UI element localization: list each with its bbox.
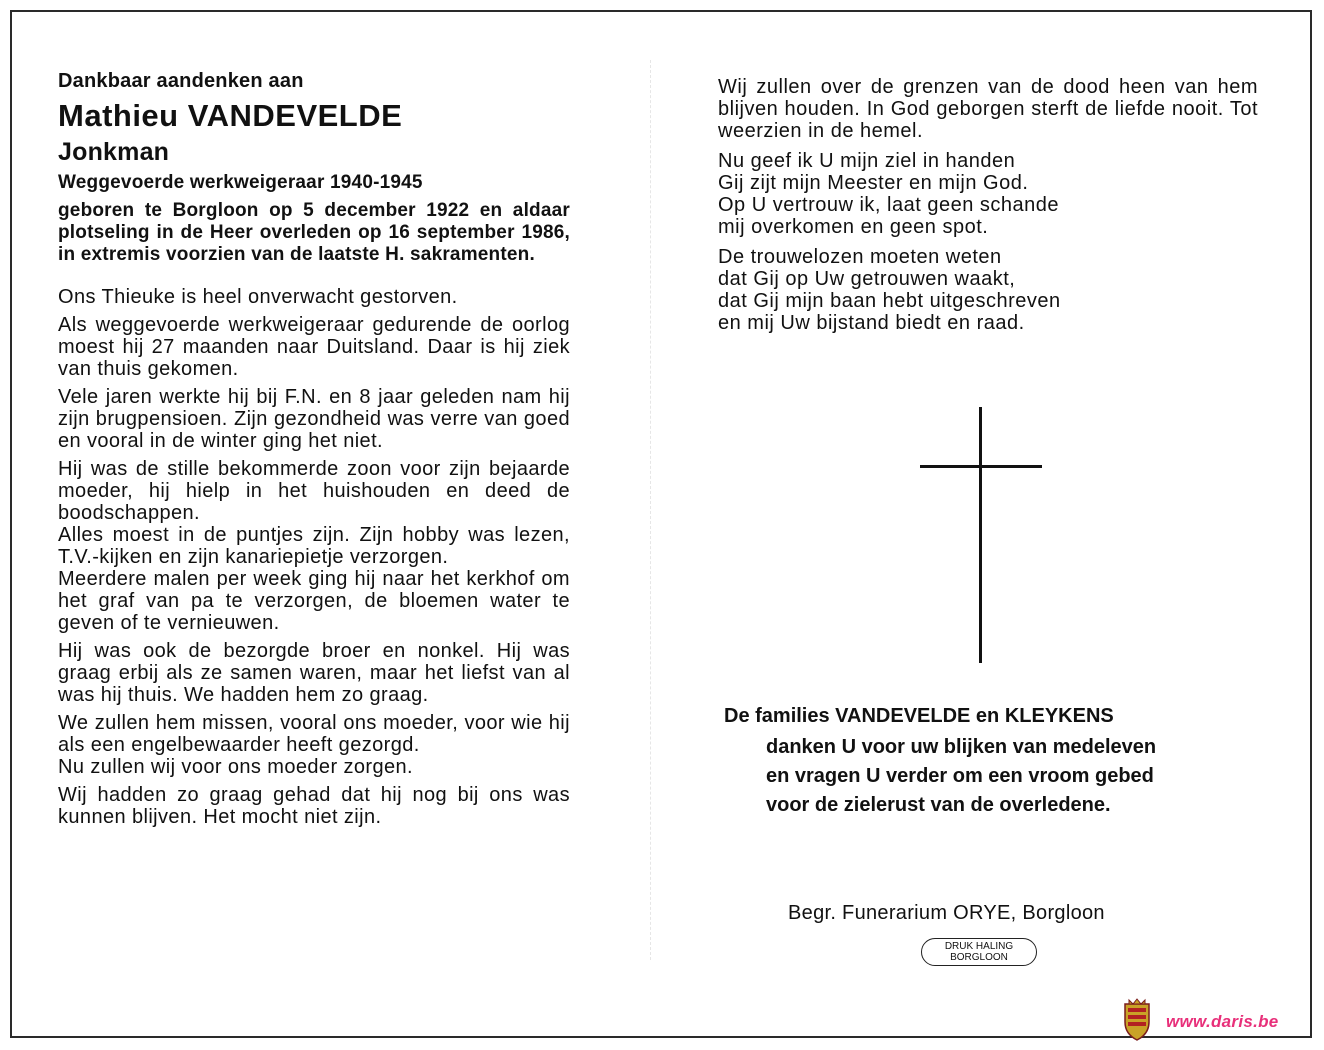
- verse-line: De trouwelozen moeten weten: [718, 246, 1002, 268]
- deceased-subtitle: Weggevoerde werkweigeraar 1940-1945: [58, 172, 423, 193]
- watermark-url: www.daris.be: [1166, 1012, 1279, 1031]
- prayer-intro: Wij zullen over de grenzen van de dood heen van hem blijven houden. In God geborgen sterft de liefde nooit. Tot weerzien in de hemel.: [718, 76, 1258, 142]
- verse-line: dat Gij op Uw getrouwen waakt,: [718, 268, 1016, 290]
- verse-line: dat Gij mijn baan hebt uitgeschreven: [718, 290, 1061, 312]
- thanks-line: en vragen U verder om een vroom gebed: [766, 765, 1154, 787]
- story-paragraph: Hij was de stille bekommerde zoon voor zijn bejaarde moeder, hij hielp in het huishouden en deed de boodschappen.: [58, 458, 570, 524]
- deceased-title: Jonkman: [58, 138, 170, 166]
- verse-line: Op U vertrouw ik, laat geen schande: [718, 194, 1060, 216]
- deceased-name: Mathieu VANDEVELDE: [58, 98, 403, 133]
- verse-line: Gij zijt mijn Meester en mijn God.: [718, 172, 1029, 194]
- story-paragraph: Ons Thieuke is heel onverwacht gestorven.: [58, 286, 458, 308]
- story-paragraph: Meerdere malen per week ging hij naar het kerkhof om het graf van pa te verzorgen, de bloemen water te geven of te vernieuwen.: [58, 568, 570, 634]
- cross-icon: [910, 407, 1050, 667]
- thanks-line: danken U voor uw blijken van medeleven: [766, 736, 1157, 758]
- story-paragraph: Als weggevoerde werkweigeraar gedurende de oorlog moest hij 27 maanden naar Duitsland. Daar is hij ziek van thuis gekomen.: [58, 314, 570, 380]
- intro-heading: Dankbaar aandenken aan: [58, 70, 304, 92]
- story-paragraph: Nu zullen wij voor ons moeder zorgen.: [58, 756, 413, 778]
- prayer-stanza: [718, 150, 1258, 238]
- printer-line: BORGLOON: [950, 952, 1008, 963]
- thanks-line: voor de zielerust van de overledene.: [766, 794, 1111, 816]
- cross-vertical: [979, 407, 982, 663]
- shield-logo-icon: [1120, 998, 1154, 1042]
- thanks-body: [724, 733, 1254, 820]
- cross-horizontal: [920, 465, 1042, 468]
- story-paragraph: Alles moest in de puntjes zijn. Zijn hobby was lezen, T.V.-kijken en zijn kanariepietje verzorgen.: [58, 524, 570, 568]
- right-column: [718, 76, 1258, 342]
- watermark: [1120, 998, 1320, 1042]
- family-thanks: [724, 702, 1254, 820]
- story-paragraph: Wij hadden zo graag gehad dat hij nog bij ons was kunnen blijven. Het mocht niet zijn.: [58, 784, 570, 828]
- prayer-stanza: [718, 246, 1258, 334]
- printer-line: DRUK HALING: [944, 941, 1014, 952]
- story-paragraph: Vele jaren werkte hij bij F.N. en 8 jaar geleden nam hij zijn brugpensioen. Zijn gezondheid was verre van goed en vooral in de winter ging het niet.: [58, 386, 570, 452]
- fold-line: [650, 60, 651, 960]
- left-column: [58, 70, 570, 834]
- story-paragraph: We zullen hem missen, vooral ons moeder, voor wie hij als een engelbewaarder heeft gezorgd.: [58, 712, 570, 756]
- verse-line: Nu geef ik U mijn ziel in handen: [718, 150, 1016, 172]
- verse-line: en mij Uw bijstand biedt en raad.: [718, 312, 1025, 334]
- story-paragraph: Hij was ook de bezorgde broer en nonkel. Hij was graag erbij als ze samen waren, maar het liefst van al was hij thuis. We hadden hem zo graag.: [58, 640, 570, 706]
- verse-line: mij overkomen en geen spot.: [718, 216, 989, 238]
- thanks-lead: De families VANDEVELDE en KLEYKENS: [724, 705, 1114, 727]
- funeral-home: Begr. Funerarium ORYE, Borgloon: [788, 902, 1105, 924]
- printer-stamp: [921, 938, 1037, 966]
- biography: geboren te Borgloon op 5 december 1922 en aldaar plotseling in de Heer overleden op 16 september 1986, in extremis voorzien van de laatste H. sakramenten.: [58, 200, 570, 265]
